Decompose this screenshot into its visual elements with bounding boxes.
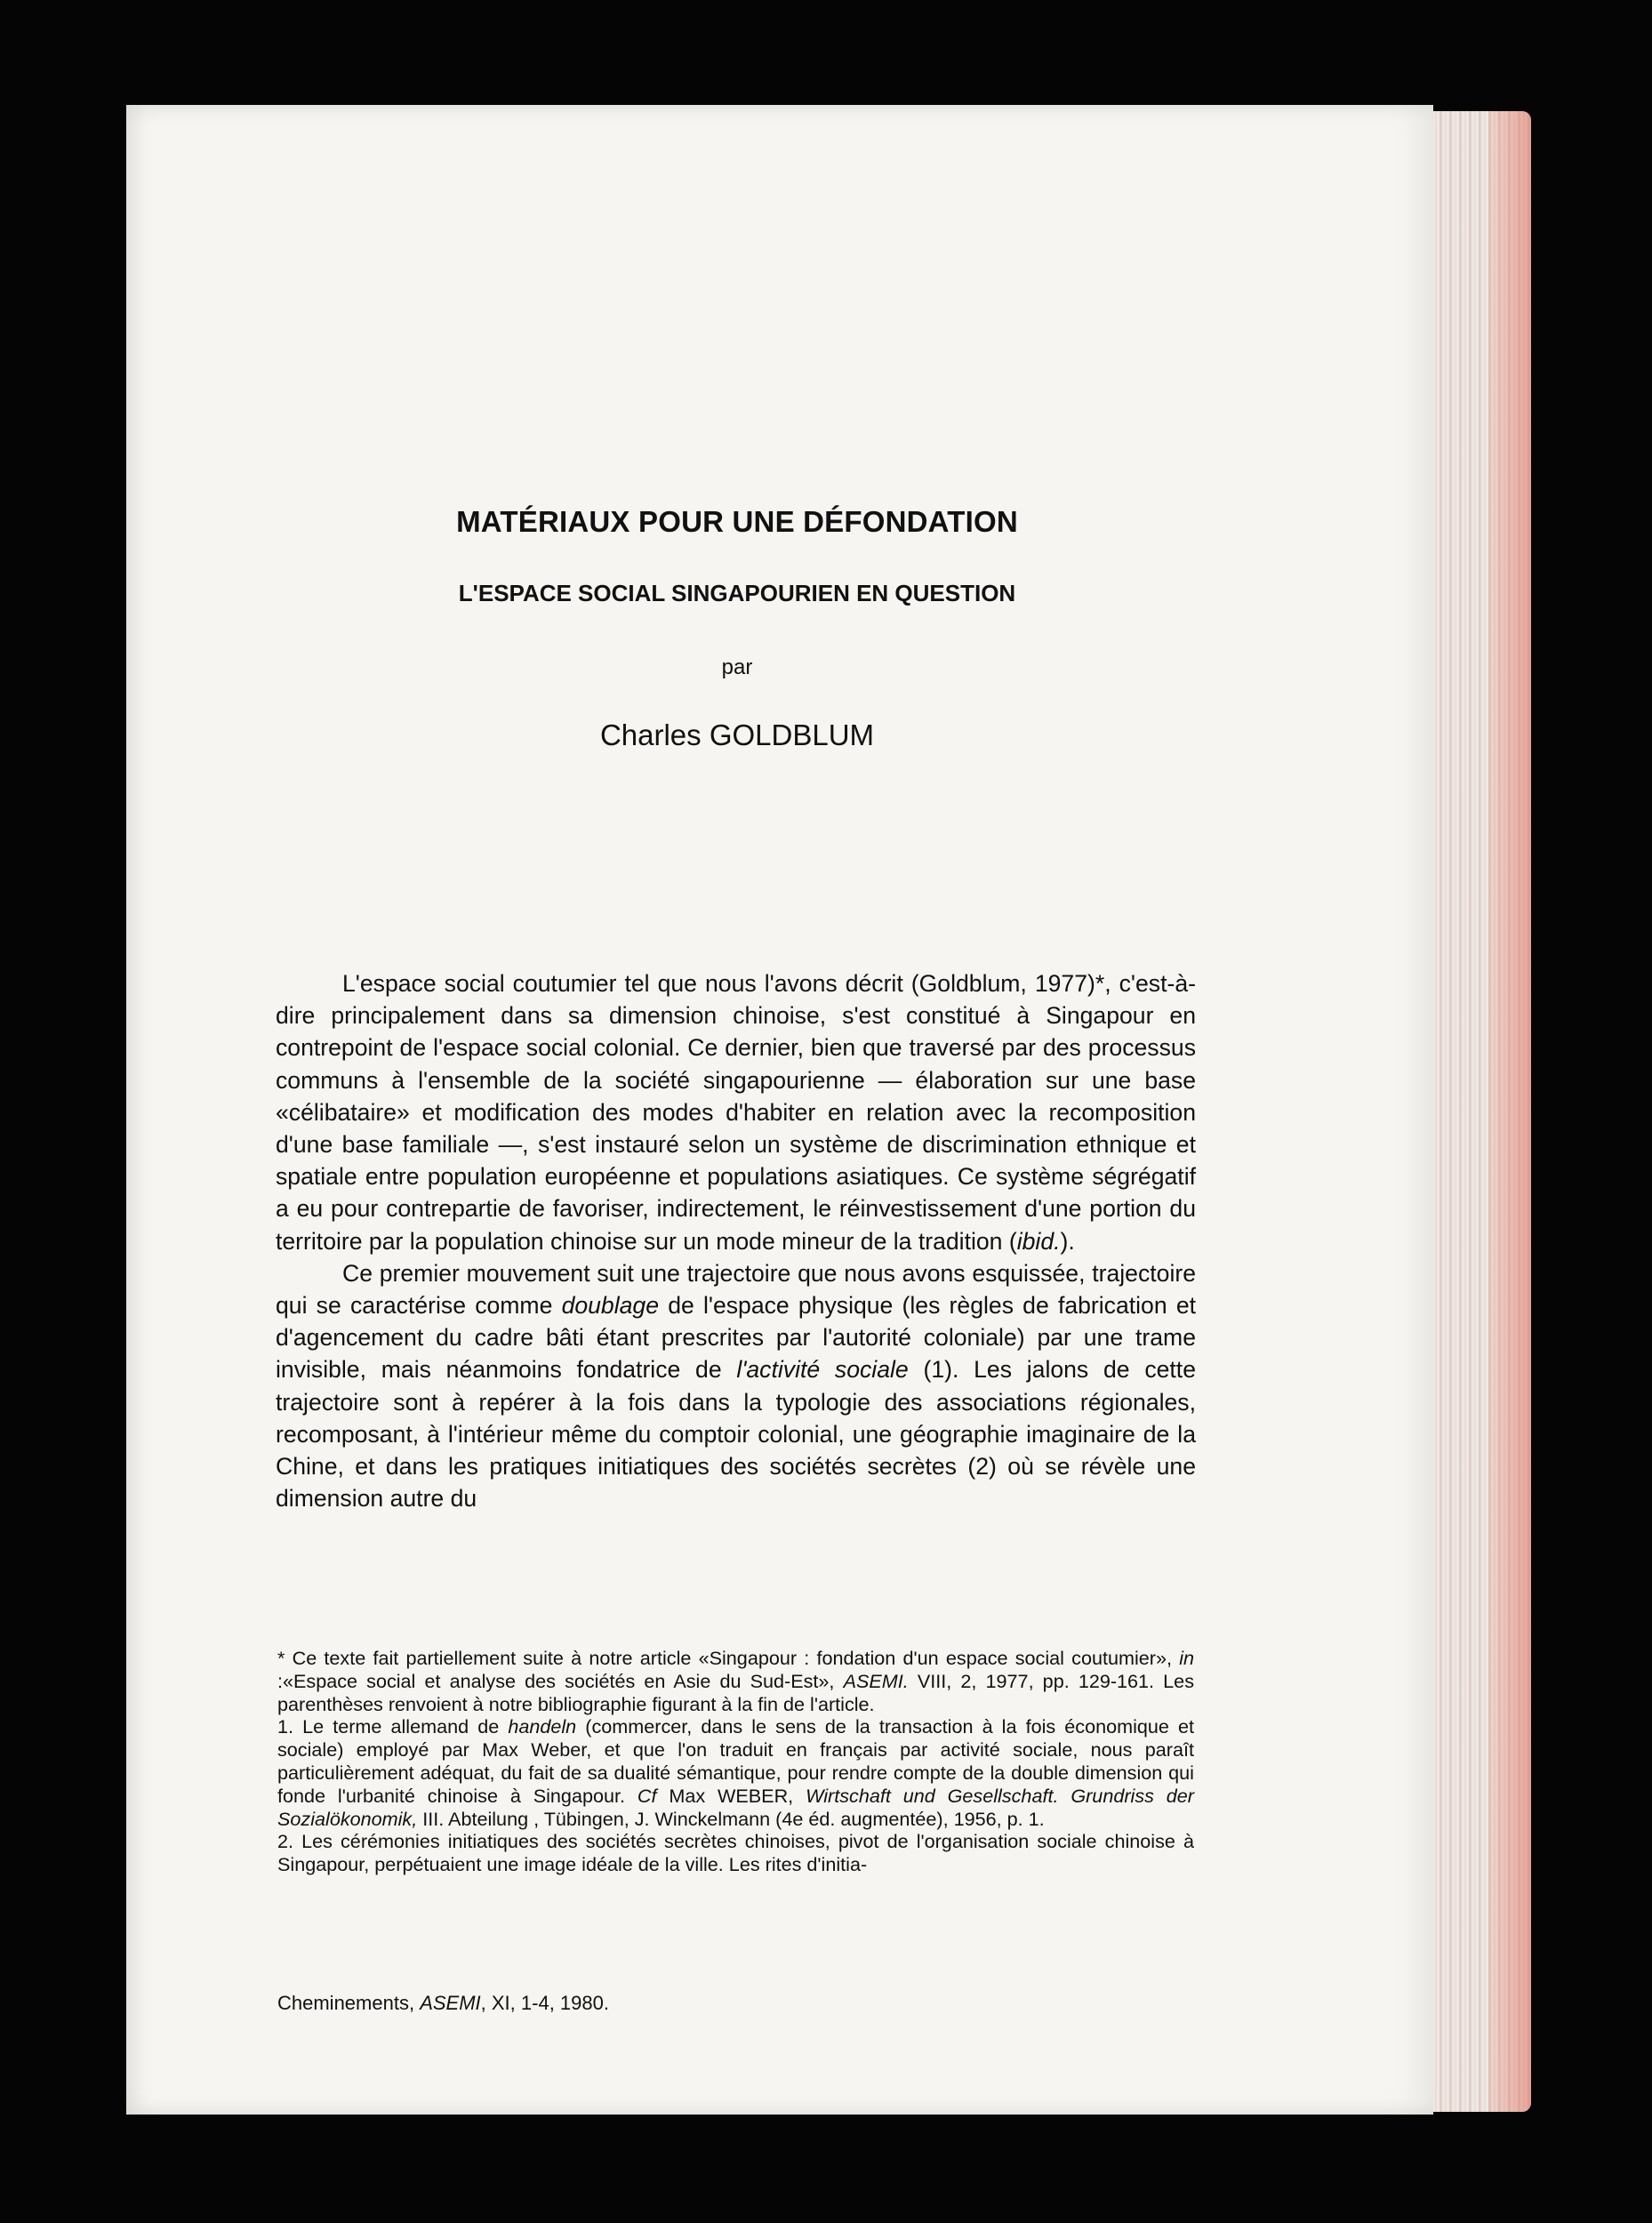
by-line: par — [721, 655, 753, 679]
article-subtitle: L'ESPACE SOCIAL SINGAPOURIEN EN QUESTION — [458, 580, 1016, 606]
author-name: Charles GOLDBLUM — [599, 718, 875, 751]
footnotes — [277, 1647, 1194, 1876]
footnote-1: 1. Le terme allemand de handeln (commercer, dans le sens de la transaction à la fois économique et sociale) employé par Max Weber, et que l'on traduit en français par activité sociale, nous paraît particulièrement adéquat, du fait de sa dualité sémantique, pour rendre compte de la double dimension qui fonde l'urbanité chinoise à Singapour. Cf Max WEBER, Wirtschaft und Gesellschaft. Grundriss der Sozialökonomik, III. Abteilung , Tübingen, J. Winckelmann (4e éd. augmentée), 1956, p. 1. — [277, 1715, 1195, 1830]
footnote-2: 2. Les cérémonies initiatiques des sociétés secrètes chinoises, pivot de l'organisation sociale chinoise à Singapour, perpétuaient une image idéale de la ville. Les rites d'initia- — [277, 1830, 1194, 1876]
journal-citation: Cheminements, ASEMI, XI, 1-4, 1980. — [277, 1992, 609, 2014]
paragraph-1: L'espace social coutumier tel que nous l'avons décrit (Goldblum, 1977)*, c'est-à-dire principalement dans sa dimension chinoise, s'est constitué à Singapour en contrepoint de l'espace social colonial. Ce dernier, bien que traversé par des processus communs à l'ensemble de la société singapourienne — élaboration sur une base «célibataire» et modification des modes d'habiter en relation avec la recomposition d'une base familiale —, s'est instauré selon un système de discrimination ethnique et spatiale entre population européenne et populations asiatiques. Ce système ségrégatif a eu pour contrepartie de favoriser, indirectement, le réinvestissement d'une portion du territoire par la population chinoise sur un mode mineur de la tradition (ibid.). — [276, 970, 1196, 1255]
article-title: MATÉRIAUX POUR UNE DÉFONDATION — [456, 505, 1018, 538]
paragraph-2: Ce premier mouvement suit une trajectoire que nous avons esquissée, trajectoire qui se caractérise comme doublage de l'espace physique (les règles de fabrication et d'agencement du cadre bâti étant prescrites par l'autorité coloniale) par une trame invisible, mais néanmoins fondatrice de l'activité sociale (1). Les jalons de cette trajectoire sont à repérer à la fois dans la typologie des associations régionales, recomposant, à l'intérieur même du comptoir colonial, une géographie imaginaire de la Chine, et dans les pratiques initiatiques des sociétés secrètes (2) où se révèle une dimension autre du — [276, 1259, 1197, 1513]
body-text — [276, 967, 1196, 1514]
footnote-star: * Ce texte fait partiellement suite à notre article «Singapour : fondation d'un espace social coutumier», in :«Espace social et analyse des sociétés en Asie du Sud-Est», ASEMI. VIII, 2, 1977, pp. 129-161. Les parenthèses renvoient à notre bibliographie figurant à la fin de l'article. — [277, 1647, 1194, 1715]
